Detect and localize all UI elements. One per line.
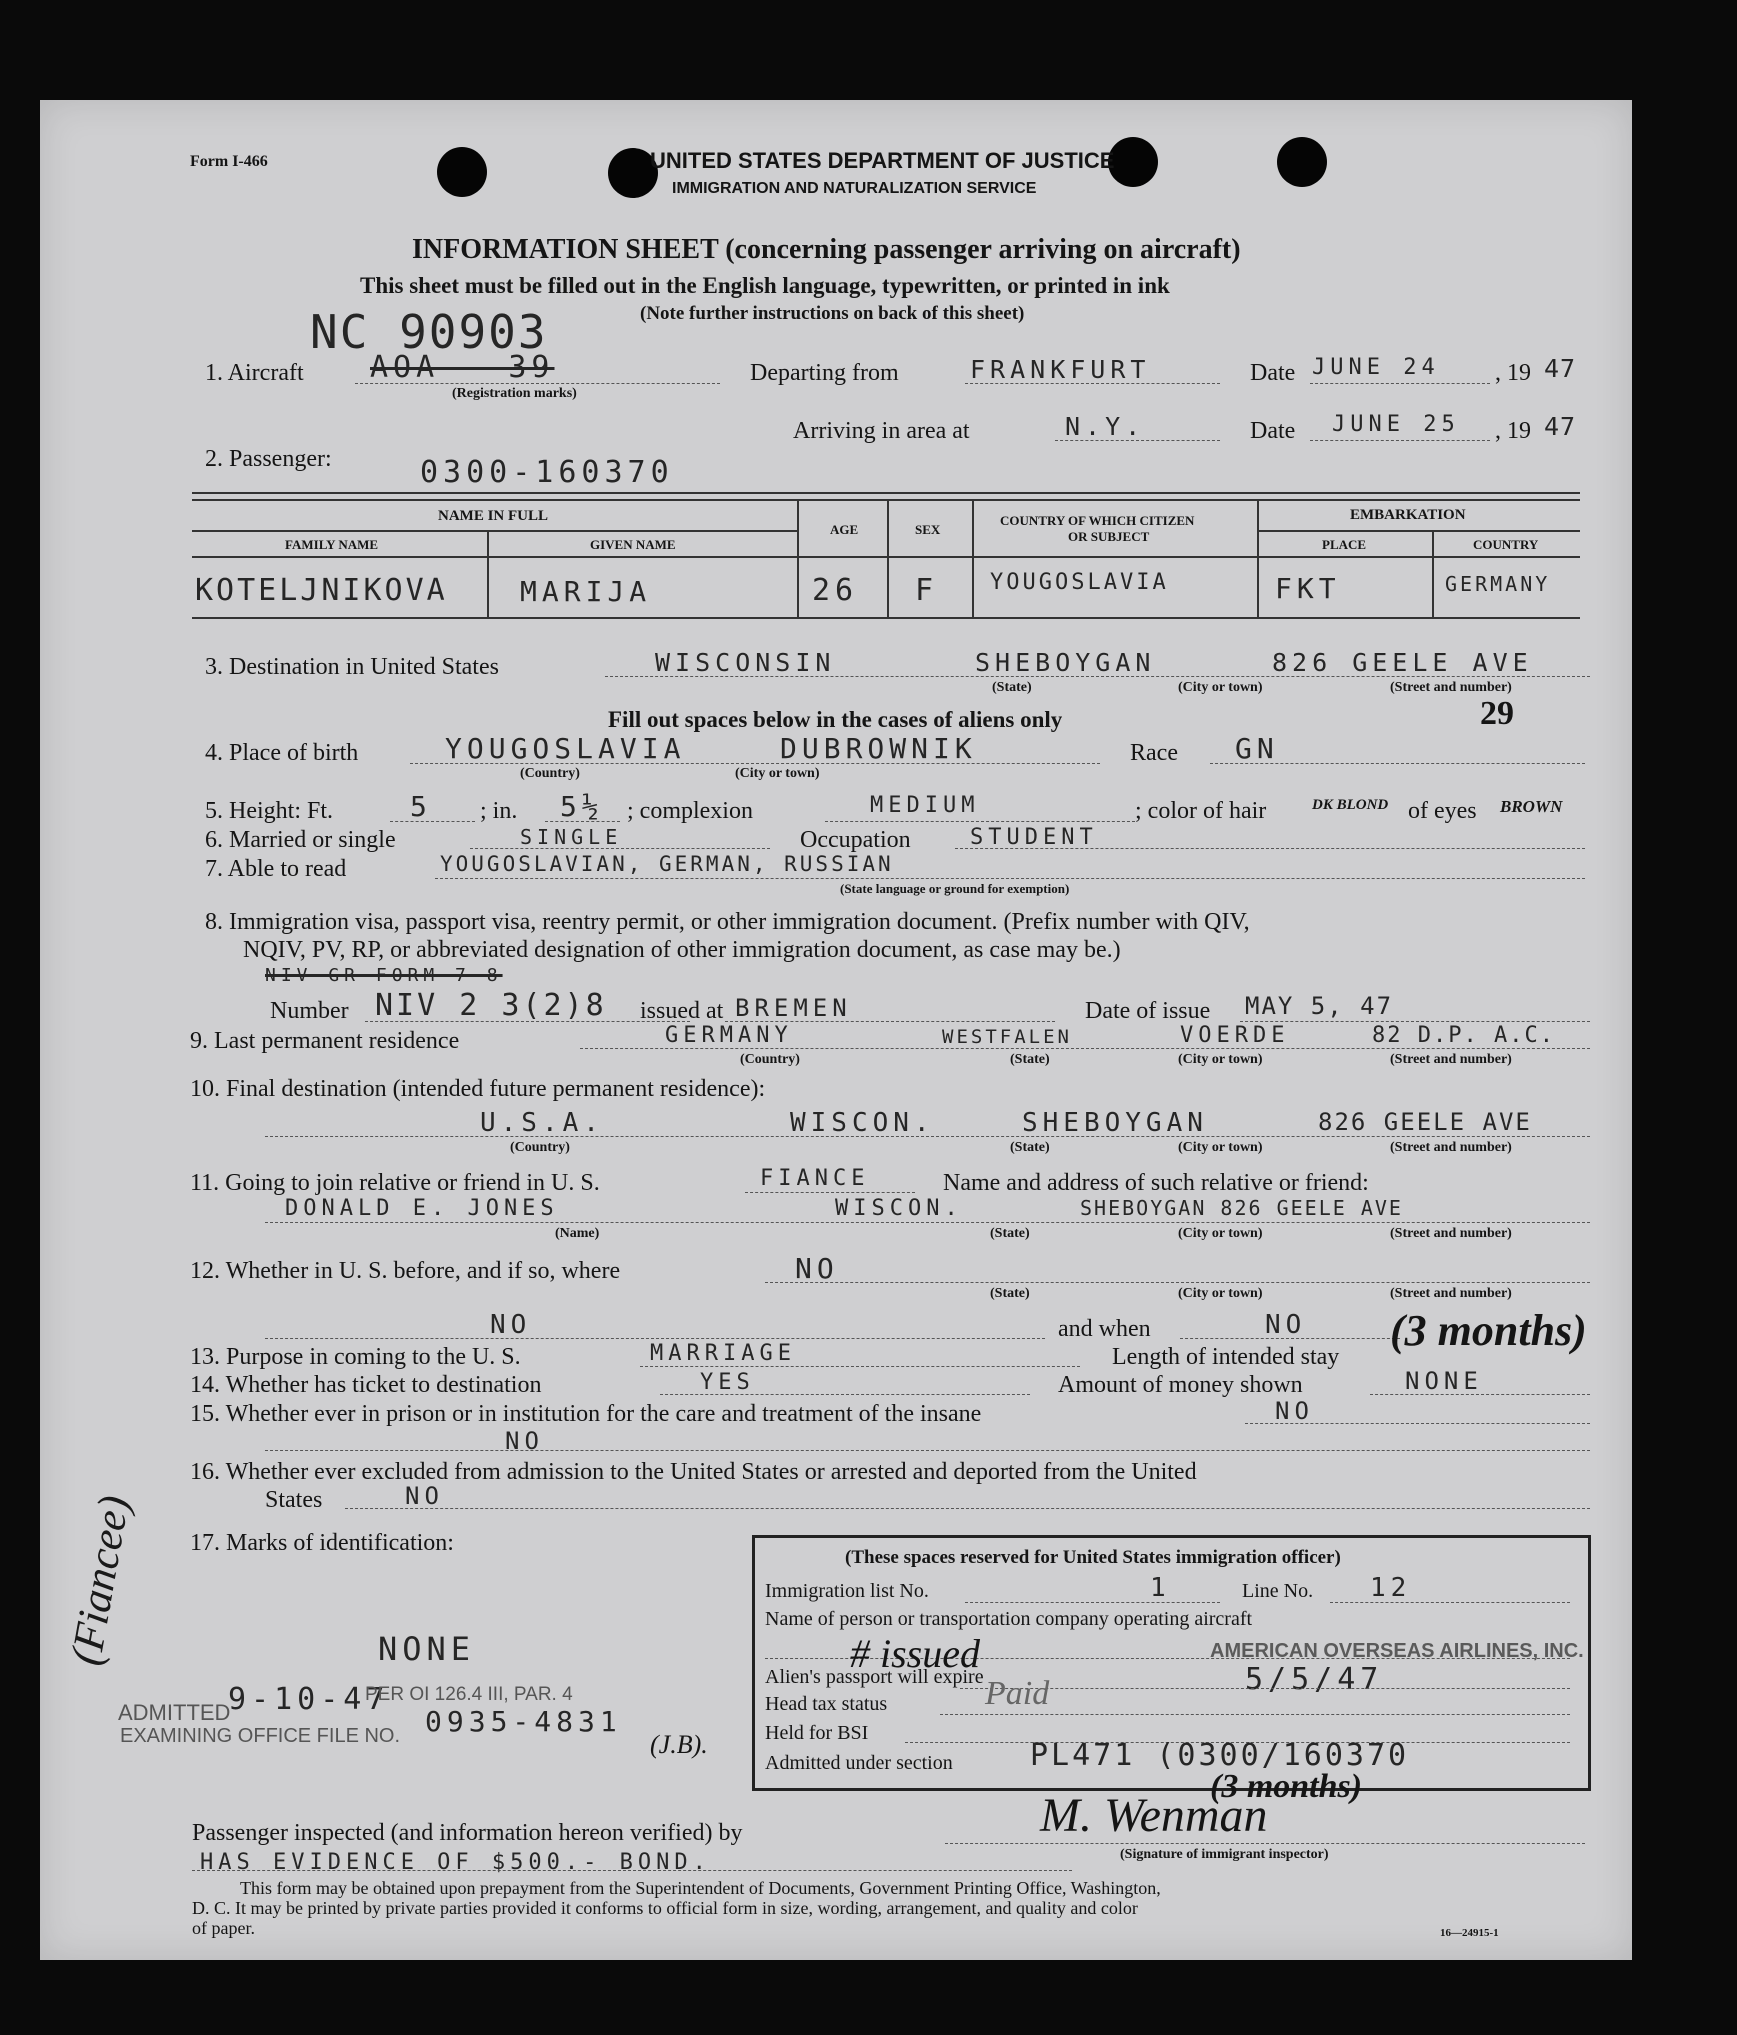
number-label: Number — [270, 998, 349, 1024]
final-country-caption: (Country) — [510, 1140, 570, 1155]
item12-label: 12. Whether in U. S. before, and if so, where — [190, 1258, 621, 1284]
col-age: AGE — [830, 522, 859, 537]
destination-street: 826 GEELE AVE — [1272, 648, 1533, 677]
passport-expiry-date: 5/5/47 — [1245, 1662, 1384, 1697]
footer-text-2: D. C. It may be printed by private parties provided it conforms to official form in size, wording, arrangement, and quality and color — [192, 1898, 1138, 1918]
complexion-label: ; complexion — [627, 798, 753, 824]
officer-box-heading: (These spaces reserved for United States immigration officer) — [845, 1547, 1341, 1568]
prior-state-caption: (State) — [990, 1286, 1030, 1301]
sheet-title: INFORMATION SHEET (concerning passenger arriving on aircraft) — [412, 234, 1241, 265]
date-label-2: Date — [1250, 418, 1296, 444]
purpose-value: MARRIAGE — [650, 1341, 796, 1366]
head-tax-value: Paid — [985, 1675, 1050, 1712]
registration-marks-caption: (Registration marks) — [452, 386, 577, 401]
line-number-label: Line No. — [1242, 1580, 1314, 1602]
cell-family-name: KOTELJNIKOVA — [195, 573, 448, 608]
departing-date: JUNE 24 — [1312, 355, 1440, 380]
admitted-label: ADMITTED — [118, 1700, 231, 1725]
col-embarkation: EMBARKATION — [1350, 507, 1466, 523]
document-number: NIV 2 3(2)8 — [375, 988, 607, 1023]
item8-label-2: NQIV, PV, RP, or abbreviated designation of other immigration document, as case may be.) — [243, 937, 1121, 963]
arriving-date: JUNE 25 — [1332, 412, 1460, 437]
prison-value: NO — [1275, 1397, 1314, 1425]
admitted-authority: PER OI 126.4 III, PAR. 4 — [365, 1684, 573, 1705]
item8-label: 8. Immigration visa, passport visa, reentry permit, or other immigration document. (Prefix number with QIV, — [205, 909, 1250, 935]
stamped-number: 29 — [1480, 695, 1514, 732]
signature-caption: (Signature of immigrant inspector) — [1120, 1847, 1329, 1862]
head-tax-label: Head tax status — [765, 1693, 888, 1715]
form-number: Form I-466 — [190, 153, 268, 170]
item1-label: 1. Aircraft — [205, 360, 304, 386]
inspected-label: Passenger inspected (and information hereon verified) by — [192, 1820, 743, 1846]
cell-country: GERMANY — [1445, 572, 1551, 596]
languages-value: YOUGOSLAVIAN, GERMAN, RUSSIAN — [440, 852, 894, 876]
col-family-name: FAMILY NAME — [285, 537, 379, 552]
examining-office-label: EXAMINING OFFICE FILE NO. — [120, 1725, 401, 1747]
instructions-line: This sheet must be filled out in the English language, typewritten, or printed in ink — [360, 273, 1170, 298]
admitted-date: 9-10-47 — [228, 1682, 390, 1717]
bond-note: HAS EVIDENCE OF $500.- BOND. — [200, 1850, 711, 1875]
residence-state-caption: (State) — [1010, 1052, 1050, 1067]
cell-place: FKT — [1275, 572, 1341, 605]
operator-stamp: AMERICAN OVERSEAS AIRLINES, INC. — [1210, 1640, 1584, 1662]
year-prefix-1: , 19 — [1495, 360, 1531, 386]
item17-label: 17. Marks of identification: — [190, 1530, 454, 1556]
birth-city: DUBROWNIK — [780, 732, 977, 765]
final-state-caption: (State) — [1010, 1140, 1050, 1155]
col-country-citizen: COUNTRY OF WHICH CITIZEN — [1000, 513, 1195, 528]
col-place: PLACE — [1322, 537, 1367, 552]
margin-note-fiancee: (Fiancee) — [60, 1491, 139, 1669]
item10-label: 10. Final destination (intended future permanent residence): — [190, 1076, 766, 1102]
money-label: Amount of money shown — [1058, 1372, 1303, 1398]
length-of-stay-value: (3 months) — [1390, 1306, 1587, 1355]
item5-label: 5. Height: Ft. — [205, 798, 334, 824]
residence-city: VOERDE — [1180, 1023, 1290, 1048]
immigration-list-value: 1 — [1150, 1573, 1171, 1603]
issued-at-value: BREMEN — [735, 994, 852, 1022]
birth-country: YOUGOSLAVIA — [445, 732, 686, 765]
document-strikeout: NIV GR FORM 7 8 — [265, 965, 503, 986]
year-suffix-2: 47 — [1544, 412, 1577, 441]
examining-office-number: 0935-4831 — [425, 1705, 622, 1738]
cell-sex: F — [915, 573, 939, 608]
issue-date-label: Date of issue — [1085, 998, 1211, 1024]
relative-name-address-label: Name and address of such relative or friend: — [943, 1170, 1369, 1196]
item3-label: 3. Destination in United States — [205, 654, 499, 680]
prior-visit-when: NO — [1265, 1310, 1307, 1340]
print-code: 16—24915-1 — [1440, 1927, 1499, 1939]
col-country: COUNTRY — [1473, 537, 1539, 552]
destination-city: SHEBOYGAN — [975, 648, 1156, 677]
residence-country: GERMANY — [665, 1023, 793, 1048]
height-inches-label: ; in. — [480, 798, 518, 824]
marital-status: SINGLE — [520, 825, 623, 849]
aircraft-original: AOA - 39 — [370, 350, 555, 385]
footer-text-3: of paper. — [192, 1918, 255, 1938]
issued-at-label: issued at — [640, 998, 724, 1024]
year-suffix-1: 47 — [1544, 354, 1577, 383]
operator-label: Name of person or transportation company operating aircraft — [765, 1608, 1253, 1630]
item6-label: 6. Married or single — [205, 827, 396, 853]
race-value: GN — [1235, 732, 1279, 765]
item16-label-2: States — [265, 1487, 323, 1513]
birth-city-caption: (City or town) — [735, 766, 820, 781]
destination-city-caption: (City or town) — [1178, 680, 1263, 695]
punch-hole-3 — [1108, 137, 1158, 187]
year-prefix-2: , 19 — [1495, 418, 1531, 444]
item16-label: 16. Whether ever excluded from admission to the United States or arrested and deported from the United — [190, 1459, 1197, 1485]
final-street: 826 GEELE AVE — [1318, 1108, 1532, 1136]
relationship-value: FIANCE — [760, 1166, 870, 1191]
arriving-label: Arriving in area at — [793, 418, 970, 444]
item11-label: 11. Going to join relative or friend in U. S. — [190, 1170, 600, 1196]
excluded-value: NO — [405, 1482, 444, 1510]
punch-hole-1 — [437, 147, 487, 197]
ticket-value: YES — [700, 1370, 755, 1395]
passport-expires-label: Alien's passport will expire — [765, 1666, 984, 1688]
residence-state: WESTFALEN — [942, 1026, 1072, 1048]
departing-label: Departing from — [750, 360, 899, 386]
final-city: SHEBOYGAN — [1022, 1108, 1208, 1138]
hair-color-label: ; color of hair — [1135, 798, 1267, 824]
final-street-caption: (Street and number) — [1390, 1140, 1512, 1155]
issue-date-value: MAY 5, 47 — [1245, 992, 1394, 1020]
footer-text-1: This form may be obtained upon prepayment from the Superintendent of Documents, Government Printing Office, Washington, — [240, 1878, 1161, 1898]
relative-state: WISCON. — [835, 1196, 963, 1221]
prior-visit-value: NO — [795, 1252, 839, 1285]
departing-value: FRANKFURT — [970, 355, 1151, 384]
prior-visit-where: NO — [490, 1310, 532, 1340]
complexion-value: MEDIUM — [870, 793, 980, 818]
relative-state-caption: (State) — [990, 1226, 1030, 1241]
relative-city-caption: (City or town) — [1178, 1226, 1263, 1241]
eyes-value: BROWN — [1500, 797, 1563, 816]
passport-status-handwritten: # issued — [850, 1631, 980, 1676]
held-for-bsi-label: Held for BSI — [765, 1722, 869, 1744]
item15-label: 15. Whether ever in prison or in institution for the care and treatment of the insane — [190, 1401, 982, 1427]
prior-city-caption: (City or town) — [1178, 1286, 1263, 1301]
residence-street: 82 D.P. A.C. — [1372, 1023, 1555, 1048]
height-inches: 5½ — [560, 790, 604, 823]
prior-street-caption: (Street and number) — [1390, 1286, 1512, 1301]
residence-street-caption: (Street and number) — [1390, 1052, 1512, 1067]
date-label-1: Date — [1250, 360, 1296, 386]
aircraft-handwritten: NC 90903 — [310, 305, 548, 359]
relative-name: DONALD E. JONES — [285, 1196, 559, 1221]
relative-name-caption: (Name) — [555, 1226, 600, 1241]
relative-city-street: SHEBOYGAN 826 GEELE AVE — [1080, 1196, 1403, 1220]
destination-street-caption: (Street and number) — [1390, 680, 1512, 695]
line-number-value: 12 — [1370, 1573, 1412, 1603]
item4-label: 4. Place of birth — [205, 740, 359, 766]
identification-marks-value: NONE — [378, 1630, 476, 1668]
department-title: UNITED STATES DEPARTMENT OF JUSTICE — [650, 148, 1115, 173]
item13-label: 13. Purpose in coming to the U. S. — [190, 1344, 521, 1370]
and-when-label: and when — [1058, 1316, 1151, 1342]
race-label: Race — [1130, 740, 1178, 766]
length-of-stay-label: Length of intended stay — [1112, 1344, 1340, 1370]
money-value: NONE — [1405, 1367, 1483, 1395]
col-given-name: GIVEN NAME — [590, 537, 676, 552]
punch-hole-4 — [1277, 137, 1327, 187]
note-line: (Note further instructions on back of this sheet) — [640, 303, 1025, 324]
destination-state-caption: (State) — [992, 680, 1032, 695]
relative-street-caption: (Street and number) — [1390, 1226, 1512, 1241]
final-country: U.S.A. — [480, 1108, 604, 1138]
admitted-under-label: Admitted under section — [765, 1752, 953, 1774]
aliens-only-heading: Fill out spaces below in the cases of aliens only — [608, 707, 1063, 732]
cell-age: 26 — [812, 573, 859, 608]
residence-city-caption: (City or town) — [1178, 1052, 1263, 1067]
destination-state: WISCONSIN — [655, 648, 836, 677]
hair-color-value: DK BLOND — [1312, 797, 1389, 813]
cell-country-citizen: YOUGOSLAVIA — [990, 570, 1169, 595]
col-sex: SEX — [915, 522, 941, 537]
inspector-signature: M. Wenman — [1040, 1789, 1268, 1842]
prison-value-2: NO — [505, 1427, 544, 1455]
final-city-caption: (City or town) — [1178, 1140, 1263, 1155]
col-name-in-full: NAME IN FULL — [438, 508, 549, 524]
occupation-label: Occupation — [800, 827, 911, 853]
height-feet: 5 — [410, 790, 432, 823]
item7-label: 7. Able to read — [205, 856, 347, 882]
service-title: IMMIGRATION AND NATURALIZATION SERVICE — [672, 180, 1037, 197]
admitted-under-value: PL471 (0300/160370 — [1030, 1738, 1410, 1773]
item14-label: 14. Whether has ticket to destination — [190, 1372, 542, 1398]
arriving-value: N.Y. — [1065, 412, 1146, 441]
eyes-label: of eyes — [1408, 798, 1477, 824]
inspector-initials: (J.B). — [650, 1730, 708, 1759]
language-caption: (State language or ground for exemption) — [840, 881, 1070, 896]
item2-label: 2. Passenger: — [205, 446, 332, 472]
residence-country-caption: (Country) — [740, 1052, 800, 1067]
cell-given-name: MARIJA — [520, 575, 652, 608]
col-country-citizen-2: OR SUBJECT — [1068, 529, 1150, 544]
item9-label: 9. Last permanent residence — [190, 1028, 460, 1054]
immigration-list-label: Immigration list No. — [765, 1580, 929, 1602]
passenger-number: 0300-160370 — [420, 455, 674, 490]
occupation-value: STUDENT — [970, 825, 1098, 850]
final-state: WISCON. — [790, 1108, 935, 1138]
admitted-duration-handwritten: (3 months) — [1210, 1768, 1363, 1805]
birth-country-caption: (Country) — [520, 766, 580, 781]
